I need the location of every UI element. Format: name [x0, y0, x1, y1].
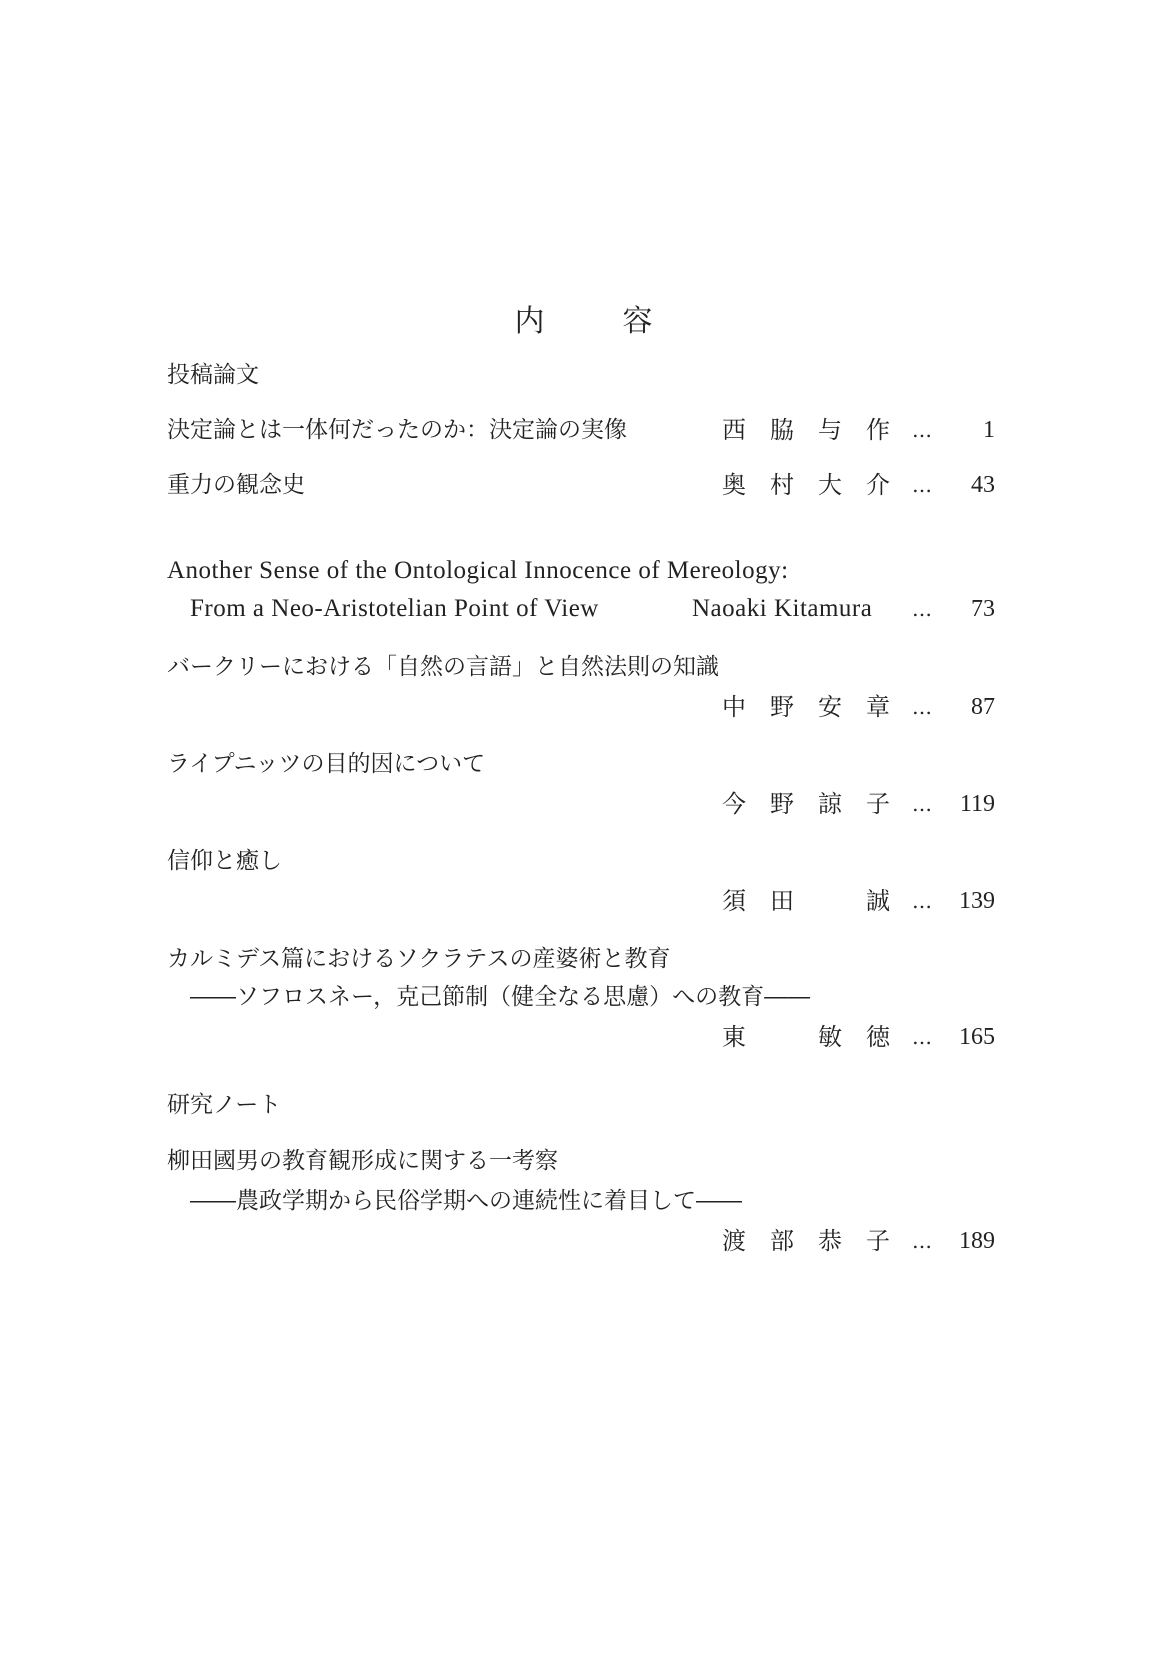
page-number: 87: [971, 694, 995, 720]
leader-dots: …: [912, 597, 933, 621]
entry-subtitle: ――農政学期から民俗学期への連続性に着目して――: [190, 1188, 742, 1214]
entry-author: 西 脇 与 作: [722, 416, 890, 444]
title-char: 容: [622, 304, 653, 339]
entry-title: カルミデス篇におけるソクラテスの産婆術と教育: [167, 946, 671, 972]
leader-dots: …: [912, 889, 933, 913]
page-number: 1: [983, 417, 995, 443]
entry-title: 信仰と癒し: [167, 848, 282, 874]
section-heading-notes: 研究ノート: [167, 1092, 282, 1118]
entry-title: バークリーにおける「自然の言語」と自然法則の知識: [167, 654, 719, 680]
leader-dots: …: [912, 695, 933, 719]
entry-author: 須 田 誠: [722, 887, 890, 915]
leader-dots: …: [912, 792, 933, 816]
page-number: 139: [959, 888, 995, 914]
page-title: [0, 296, 1167, 340]
entry-author: 渡 部 恭 子: [722, 1227, 890, 1255]
title-char: 内: [514, 304, 545, 339]
leader-dots: …: [912, 418, 933, 442]
page-number: 43: [971, 472, 995, 498]
entry-title: Another Sense of the Ontological Innocence of Mereology:: [167, 557, 789, 584]
entry-title: 柳田國男の教育観形成に関する一考察: [167, 1148, 558, 1174]
leader-dots: …: [912, 1025, 933, 1049]
page-number: 165: [959, 1024, 995, 1050]
entry-author: 今 野 諒 子: [722, 790, 890, 818]
entry-author: 東 敏 徳: [722, 1023, 890, 1051]
leader-dots: …: [912, 473, 933, 497]
entry-subtitle: ――ソフロスネー，克己節制（健全なる思慮）への教育――: [190, 984, 811, 1010]
leader-dots: …: [912, 1229, 933, 1253]
entry-author: 奥 村 大 介: [722, 471, 890, 499]
entry-title: ライプニッツの目的因について: [167, 751, 486, 777]
entry-subtitle: From a Neo-Aristotelian Point of View: [190, 595, 599, 622]
page-number: 119: [959, 791, 995, 817]
page-number: 189: [959, 1228, 995, 1254]
page-number: 73: [971, 596, 995, 622]
entry-title: 重力の観念史: [167, 472, 305, 498]
entry-author: Naoaki Kitamura: [692, 595, 873, 622]
entry-title: 決定論とは一体何だったのか：決定論の実像: [167, 417, 627, 443]
section-heading-contributed: 投稿論文: [167, 362, 259, 388]
entry-author: 中 野 安 章: [722, 693, 890, 721]
